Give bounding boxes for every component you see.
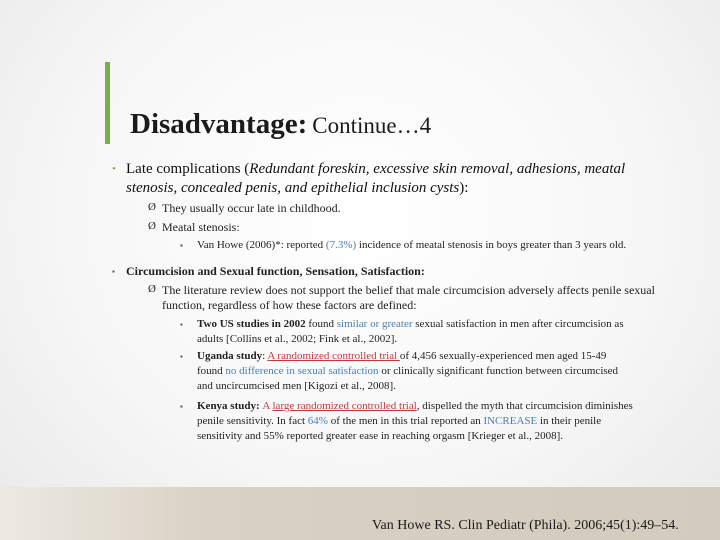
late-label: Late complications: [126, 161, 241, 177]
van-howe-pct: (7.3%): [325, 239, 357, 251]
late-detail-2: stenosis, concealed penis, and epithelial inclusion cysts: [126, 180, 460, 196]
uganda-red: A randomized controlled trial: [267, 350, 400, 362]
square-bullet-icon: ▪: [180, 320, 183, 329]
citation: Van Howe RS. Clin Pediatr (Phila). 2006;45(1):49–54.: [372, 518, 679, 533]
kenya-red: large randomized controlled trial: [272, 400, 417, 412]
kenya-increase: INCREASE: [483, 415, 538, 427]
kenya-line-2: [197, 414, 601, 429]
uganda-line-3: and uncircumcised men [Kigozi et al., 2008].: [197, 380, 396, 392]
kenya-pct: 64%: [307, 415, 328, 427]
kenya-l2-a: penile sensitivity. In fact: [197, 415, 308, 427]
paren-open: (: [244, 161, 250, 177]
us-studies-line-2: adults [Collins et al., 2002; Fink et al., 2002].: [197, 333, 398, 345]
van-howe-text-b: incidence of meatal stenosis in boys greater than 3 years old.: [356, 239, 627, 251]
kenya-bold: Kenya study:: [197, 400, 263, 412]
late-complications-heading-line2: [126, 179, 468, 198]
us-bold: Two US studies in 2002: [197, 318, 306, 330]
title-main: Disadvantage:: [130, 108, 308, 140]
bullet-icon: •: [112, 163, 116, 175]
kenya-l2-c: in their penile: [537, 415, 602, 427]
late-complications-heading: [126, 160, 625, 179]
slide-title: [130, 110, 431, 139]
uganda-colon: :: [262, 350, 268, 362]
uganda-bold: Uganda study: [197, 350, 263, 362]
kenya-a: A: [262, 400, 273, 412]
square-bullet-icon: ▪: [180, 241, 183, 250]
square-bullet-icon: ▪: [180, 352, 183, 361]
uganda-text-a: of 4,456 sexually-experienced men aged 15-49: [399, 350, 607, 362]
uganda-line-2: [197, 364, 618, 379]
van-howe-item: [197, 238, 626, 253]
late-sub-2: Meatal stenosis:: [162, 220, 240, 234]
review-line-2: function, regardless of how these factors are defined:: [162, 298, 417, 312]
uganda-line-1: [197, 349, 606, 364]
arrow-bullet-icon: Ø: [148, 201, 156, 213]
title-sub: Continue…4: [312, 113, 432, 138]
kenya-text-b: , dispelled the myth that circumcision diminishes: [416, 400, 633, 412]
uganda-l2-b: or clinically significant function between circumcised: [378, 365, 619, 377]
kenya-l2-b: of the men in this trial reported an: [327, 415, 484, 427]
paren-close: ):: [459, 180, 469, 196]
us-blue: similar or greater: [336, 318, 413, 330]
us-text-a: found: [305, 318, 337, 330]
square-bullet-icon: ▪: [112, 267, 115, 276]
review-line-1: The literature review does not support the belief that male circumcision adversely affects penile sexual: [162, 283, 655, 297]
square-bullet-icon: ▪: [180, 402, 183, 411]
arrow-bullet-icon: Ø: [148, 220, 156, 232]
uganda-l2-blue: no difference in sexual satisfaction: [225, 365, 379, 377]
van-howe-text-a: Van Howe (2006)*: reported: [197, 239, 326, 251]
kenya-line-3: sensitivity and 55% reported greater ease in reaching orgasm [Krieger et al., 2008].: [197, 430, 564, 442]
late-sub-1: They usually occur late in childhood.: [162, 201, 341, 215]
title-accent-bar: [105, 62, 110, 144]
us-text-b: sexual satisfaction in men after circumcision as: [412, 318, 624, 330]
arrow-bullet-icon: Ø: [148, 283, 156, 295]
kenya-line-1: [197, 399, 633, 414]
circ-heading: Circumcision and Sexual function, Sensation, Satisfaction:: [126, 264, 425, 278]
us-studies-line-1: [197, 317, 624, 332]
uganda-l2-a: found: [197, 365, 226, 377]
late-detail-1: Redundant foreskin, excessive skin removal, adhesions, meatal: [249, 161, 626, 177]
